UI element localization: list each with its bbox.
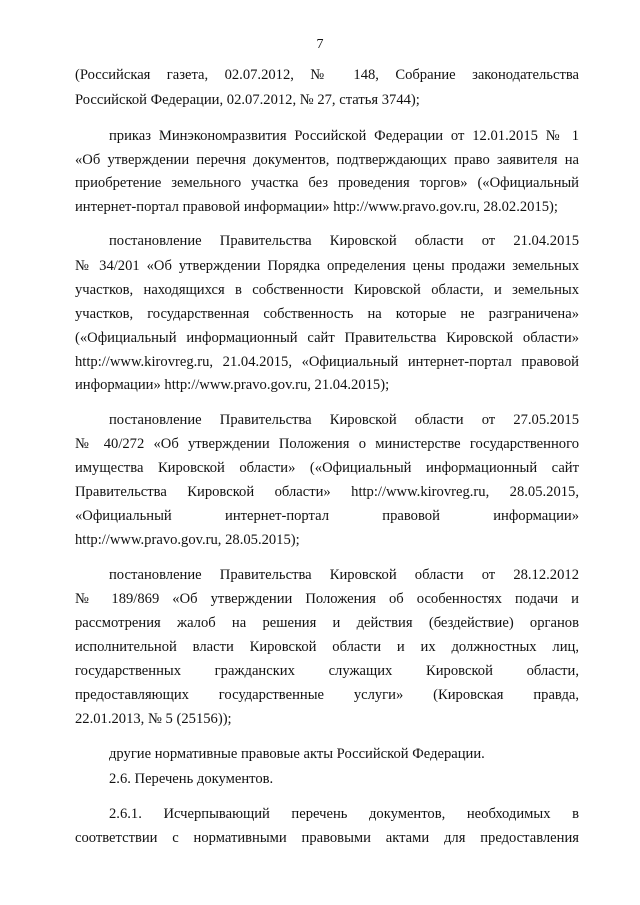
text-line: постановление Правительства Кировской области от 21.04.2015 [109,233,579,249]
text-line: участков, находящихся в собственности Кировской области, и земельных [75,282,579,298]
text-line: имущества Кировской области» («Официальный информационный сайт [75,460,579,476]
text-line: соответствии с нормативными правовыми актами для предоставления [75,830,579,846]
text-line: «Об утверждении перечня документов, подтверждающих право заявителя на [75,152,579,168]
text-line: 2.6.1. Исчерпывающий перечень документов, необходимых в [109,806,579,822]
text-line: интернет-портал правовой информации» http://www.pravo.gov.ru, 28.02.2015); [75,199,558,215]
text-line: http://www.kirovreg.ru, 21.04.2015, «Официальный интернет-портал правовой [75,354,579,370]
text-line: № 34/201 «Об утверждении Порядка определения цены продажи земельных [75,258,579,274]
text-line: информации» http://www.pravo.gov.ru, 21.04.2015); [75,377,390,393]
text-line: Российской Федерации, 02.07.2012, № 27, статья 3744); [75,92,420,108]
text-line: рассмотрения жалоб на решения и действия (бездействие) органов [75,615,579,631]
text-line: № 40/272 «Об утверждении Положения о министерстве государственного [75,436,579,452]
text-line: приказ Минэкономразвития Российской Федерации от 12.01.2015 № 1 [109,128,579,144]
text-line: участков, государственная собственность на которые не разграничена» [75,306,579,322]
text-line: Правительства Кировской области» http://www.kirovreg.ru, 28.05.2015, [75,484,579,500]
text-line: 22.01.2013, № 5 (25156)); [75,711,232,727]
text-line: предоставляющих государственные услуги» (Кировская правда, [75,687,579,703]
text-line: исполнительной власти Кировской области и их должностных лиц, [75,639,579,655]
text-line: постановление Правительства Кировской области от 27.05.2015 [109,412,579,428]
text-line: («Официальный информационный сайт Правительства Кировской области» [75,330,579,346]
text-line: http://www.pravo.gov.ru, 28.05.2015); [75,532,300,548]
text-line: приобретение земельного участка без проведения торгов» («Официальный [75,175,579,191]
text-line: другие нормативные правовые акты Российской Федерации. [109,746,485,762]
page-number: 7 [316,37,324,52]
text-line: государственных гражданских служащих Кировской области, [75,663,579,679]
text-line: «Официальный интернет-портал правовой информации» [75,508,579,524]
text-line: № 189/869 «Об утверждении Положения об особенностях подачи и [75,591,579,607]
section-heading: 2.6. Перечень документов. [109,771,274,787]
text-line: постановление Правительства Кировской области от 28.12.2012 [109,567,579,583]
text-line: (Российская газета, 02.07.2012, № 148, Собрание законодательства [75,67,579,83]
